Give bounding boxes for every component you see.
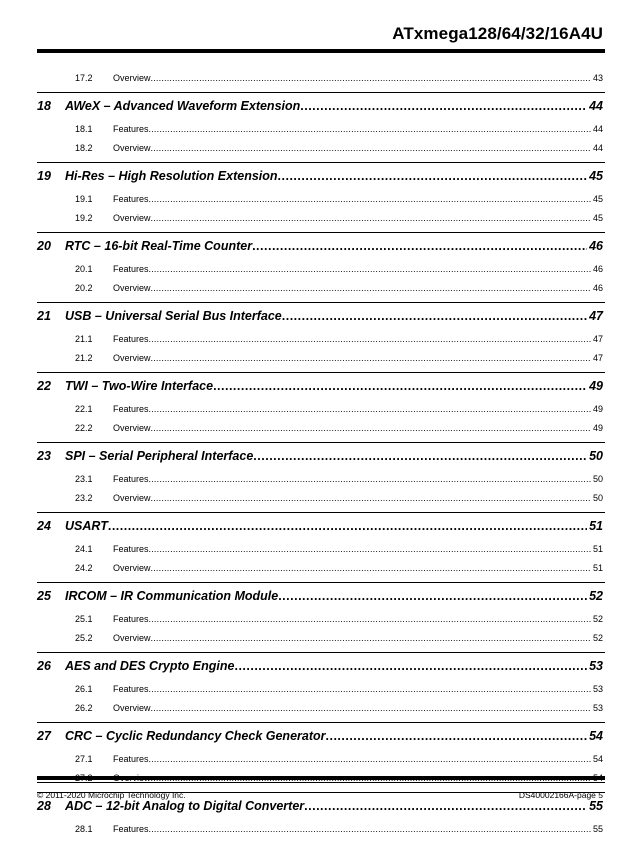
chapter-title: IRCOM – IR Communication Module bbox=[65, 589, 279, 603]
toc-section bbox=[37, 372, 605, 442]
subsection-page: 49 bbox=[592, 403, 603, 414]
subsection-number: 18.1 bbox=[75, 123, 93, 134]
dot-leader bbox=[151, 563, 591, 573]
subsection-page: 45 bbox=[592, 193, 603, 204]
chapter-number: 26 bbox=[37, 659, 51, 673]
toc-chapter-entry[interactable] bbox=[37, 93, 605, 119]
chapter-page: 53 bbox=[589, 659, 603, 673]
toc-subsection-entry[interactable] bbox=[37, 329, 605, 348]
subsection-page: 46 bbox=[592, 263, 603, 274]
chapter-number: 19 bbox=[37, 169, 51, 183]
subsection-title: Overview bbox=[113, 142, 151, 153]
subsection-title: Overview bbox=[113, 422, 151, 433]
toc-subsection-entry[interactable] bbox=[37, 698, 605, 717]
subsection-number: 24.2 bbox=[75, 562, 93, 573]
dot-leader bbox=[149, 824, 591, 834]
subsection-number: 24.1 bbox=[75, 543, 93, 554]
subsection-number: 26.1 bbox=[75, 683, 93, 694]
toc-subsection-entry[interactable] bbox=[37, 539, 605, 558]
toc-subsection-entry[interactable] bbox=[37, 819, 605, 838]
subsection-page: 50 bbox=[592, 473, 603, 484]
toc-subsection-entry[interactable] bbox=[37, 749, 605, 768]
subsection-page: 53 bbox=[592, 702, 603, 713]
dot-leader bbox=[278, 589, 587, 603]
subsection-number: 26.2 bbox=[75, 702, 93, 713]
subsection-page: 52 bbox=[592, 613, 603, 624]
subsection-title: Features bbox=[113, 193, 149, 204]
dot-leader bbox=[253, 449, 587, 463]
subsection-page: 44 bbox=[592, 123, 603, 134]
chapter-title: ADC – 12-bit Analog to Digital Converter bbox=[65, 799, 305, 813]
subsection-title: Features bbox=[113, 683, 149, 694]
toc-chapter-entry[interactable] bbox=[37, 583, 605, 609]
subsection-title: Overview bbox=[113, 212, 151, 223]
toc-subsection-entry[interactable] bbox=[37, 679, 605, 698]
subsection-page: 43 bbox=[592, 72, 603, 83]
subsection-page: 49 bbox=[592, 422, 603, 433]
dot-leader bbox=[149, 124, 591, 134]
toc-subsection-entry[interactable] bbox=[37, 348, 605, 367]
chapter-title: Hi-Res – High Resolution Extension bbox=[65, 169, 278, 183]
toc-subsection-entry[interactable] bbox=[37, 399, 605, 418]
chapter-page: 55 bbox=[589, 799, 603, 813]
subsection-number: 19.1 bbox=[75, 193, 93, 204]
subsection-page: 55 bbox=[592, 823, 603, 834]
subsection-title: Overview bbox=[113, 562, 151, 573]
toc-chapter-entry[interactable] bbox=[37, 233, 605, 259]
chapter-title: TWI – Two-Wire Interface bbox=[65, 379, 214, 393]
toc-section bbox=[37, 442, 605, 512]
dot-leader bbox=[149, 404, 591, 414]
chapter-page: 45 bbox=[589, 169, 603, 183]
dot-leader bbox=[278, 169, 588, 183]
subsection-title: Features bbox=[113, 263, 149, 274]
dot-leader bbox=[149, 264, 591, 274]
chapter-title: RTC – 16-bit Real-Time Counter bbox=[65, 239, 253, 253]
subsection-title: Features bbox=[113, 123, 149, 134]
toc-subsection-entry[interactable] bbox=[37, 558, 605, 577]
toc-subsection-entry[interactable] bbox=[37, 259, 605, 278]
toc-chapter-entry[interactable] bbox=[37, 513, 605, 539]
chapter-page: 54 bbox=[589, 729, 603, 743]
toc-subsection-entry[interactable] bbox=[37, 469, 605, 488]
subsection-page: 45 bbox=[592, 212, 603, 223]
subsection-number: 17.2 bbox=[75, 72, 93, 83]
table-of-contents bbox=[0, 68, 641, 843]
subsection-number: 25.1 bbox=[75, 613, 93, 624]
toc-section bbox=[37, 92, 605, 162]
subsection-number: 23.1 bbox=[75, 473, 93, 484]
dot-leader bbox=[304, 799, 587, 813]
document-page-number: DS40002166A-page 5 bbox=[518, 790, 603, 800]
dot-leader bbox=[300, 99, 587, 113]
toc-subsection-entry[interactable] bbox=[37, 119, 605, 138]
toc-subsection-entry[interactable] bbox=[37, 488, 605, 507]
chapter-page: 47 bbox=[589, 309, 603, 323]
dot-leader bbox=[149, 544, 591, 554]
chapter-number: 23 bbox=[37, 449, 51, 463]
subsection-number: 21.1 bbox=[75, 333, 93, 344]
dot-leader bbox=[213, 379, 587, 393]
toc-chapter-entry[interactable] bbox=[37, 653, 605, 679]
subsection-title: Overview bbox=[113, 282, 151, 293]
toc-subsection-entry[interactable] bbox=[37, 208, 605, 227]
subsection-number: 23.2 bbox=[75, 492, 93, 503]
toc-subsection-entry[interactable] bbox=[37, 628, 605, 647]
subsection-number: 22.1 bbox=[75, 403, 93, 414]
dot-leader bbox=[252, 239, 587, 253]
chapter-title: USART bbox=[65, 519, 108, 533]
chapter-number: 22 bbox=[37, 379, 51, 393]
dot-leader bbox=[234, 659, 587, 673]
dot-leader bbox=[151, 213, 591, 223]
chapter-page: 46 bbox=[589, 239, 603, 253]
toc-section bbox=[37, 302, 605, 372]
subsection-title: Overview bbox=[113, 352, 151, 363]
subsection-page: 47 bbox=[592, 333, 603, 344]
subsection-page: 51 bbox=[592, 562, 603, 573]
subsection-page: 47 bbox=[592, 352, 603, 363]
copyright-text: © 2011-2020 Microchip Technology Inc. bbox=[37, 790, 186, 800]
toc-subsection-entry[interactable] bbox=[37, 609, 605, 628]
subsection-page: 50 bbox=[592, 492, 603, 503]
subsection-number: 27.1 bbox=[75, 753, 93, 764]
dot-leader bbox=[149, 754, 591, 764]
toc-section bbox=[37, 232, 605, 302]
dot-leader bbox=[151, 703, 591, 713]
toc-subsection-entry[interactable] bbox=[37, 68, 605, 87]
toc-subsection-entry[interactable] bbox=[37, 278, 605, 297]
toc-section bbox=[37, 582, 605, 652]
chapter-number: 21 bbox=[37, 309, 51, 323]
document-title: ATxmega128/64/32/16A4U bbox=[392, 24, 603, 43]
chapter-title: USB – Universal Serial Bus Interface bbox=[65, 309, 282, 323]
dot-leader bbox=[149, 684, 591, 694]
subsection-title: Overview bbox=[113, 632, 151, 643]
chapter-number: 28 bbox=[37, 799, 51, 813]
subsection-title: Overview bbox=[113, 492, 151, 503]
subsection-number: 20.2 bbox=[75, 282, 93, 293]
chapter-page: 51 bbox=[589, 519, 603, 533]
footer-rule-thin bbox=[37, 782, 605, 783]
chapter-page: 44 bbox=[589, 99, 603, 113]
chapter-title: CRC – Cyclic Redundancy Check Generator bbox=[65, 729, 326, 743]
dot-leader bbox=[149, 334, 591, 344]
subsection-page: 52 bbox=[592, 632, 603, 643]
subsection-title: Features bbox=[113, 473, 149, 484]
subsection-title: Features bbox=[113, 823, 149, 834]
subsection-title: Features bbox=[113, 333, 149, 344]
subsection-number: 28.1 bbox=[75, 823, 93, 834]
toc-chapter-entry[interactable] bbox=[37, 373, 605, 399]
subsection-number: 22.2 bbox=[75, 422, 93, 433]
footer-rule-thick bbox=[37, 776, 605, 780]
subsection-page: 54 bbox=[592, 753, 603, 764]
subsection-number: 20.1 bbox=[75, 263, 93, 274]
subsection-number: 18.2 bbox=[75, 142, 93, 153]
section-spacer bbox=[37, 838, 605, 843]
chapter-number: 20 bbox=[37, 239, 51, 253]
chapter-page: 50 bbox=[589, 449, 603, 463]
chapter-number: 25 bbox=[37, 589, 51, 603]
dot-leader bbox=[149, 474, 591, 484]
chapter-number: 27 bbox=[37, 729, 51, 743]
subsection-page: 51 bbox=[592, 543, 603, 554]
subsection-page: 53 bbox=[592, 683, 603, 694]
subsection-page: 46 bbox=[592, 282, 603, 293]
subsection-title: Features bbox=[113, 753, 149, 764]
toc-chapter-entry[interactable] bbox=[37, 163, 605, 189]
dot-leader bbox=[151, 283, 591, 293]
chapter-title: AWeX – Advanced Waveform Extension bbox=[65, 99, 301, 113]
subsection-number: 19.2 bbox=[75, 212, 93, 223]
subsection-title: Overview bbox=[113, 702, 151, 713]
subsection-title: Features bbox=[113, 543, 149, 554]
header-rule bbox=[37, 49, 605, 53]
chapter-title: SPI – Serial Peripheral Interface bbox=[65, 449, 254, 463]
subsection-page: 44 bbox=[592, 142, 603, 153]
dot-leader bbox=[151, 353, 591, 363]
toc-section bbox=[37, 68, 605, 92]
toc-section bbox=[37, 652, 605, 722]
toc-subsection-entry[interactable] bbox=[37, 138, 605, 157]
chapter-page: 49 bbox=[589, 379, 603, 393]
subsection-number: 25.2 bbox=[75, 632, 93, 643]
dot-leader bbox=[108, 519, 587, 533]
dot-leader bbox=[151, 73, 591, 83]
subsection-title: Features bbox=[113, 403, 149, 414]
chapter-number: 18 bbox=[37, 99, 51, 113]
subsection-title: Overview bbox=[113, 72, 151, 83]
toc-chapter-entry[interactable] bbox=[37, 303, 605, 329]
dot-leader bbox=[149, 614, 591, 624]
dot-leader bbox=[151, 143, 591, 153]
dot-leader bbox=[151, 633, 591, 643]
toc-subsection-entry[interactable] bbox=[37, 189, 605, 208]
chapter-page: 52 bbox=[589, 589, 603, 603]
toc-section bbox=[37, 512, 605, 582]
toc-chapter-entry[interactable] bbox=[37, 443, 605, 469]
toc-chapter-entry[interactable] bbox=[37, 723, 605, 749]
subsection-title: Features bbox=[113, 613, 149, 624]
dot-leader bbox=[149, 194, 591, 204]
subsection-number: 21.2 bbox=[75, 352, 93, 363]
chapter-title: AES and DES Crypto Engine bbox=[65, 659, 235, 673]
dot-leader bbox=[282, 309, 587, 323]
dot-leader bbox=[326, 729, 588, 743]
chapter-number: 24 bbox=[37, 519, 51, 533]
dot-leader bbox=[151, 493, 591, 503]
toc-subsection-entry[interactable] bbox=[37, 418, 605, 437]
dot-leader bbox=[151, 423, 591, 433]
toc-section bbox=[37, 162, 605, 232]
